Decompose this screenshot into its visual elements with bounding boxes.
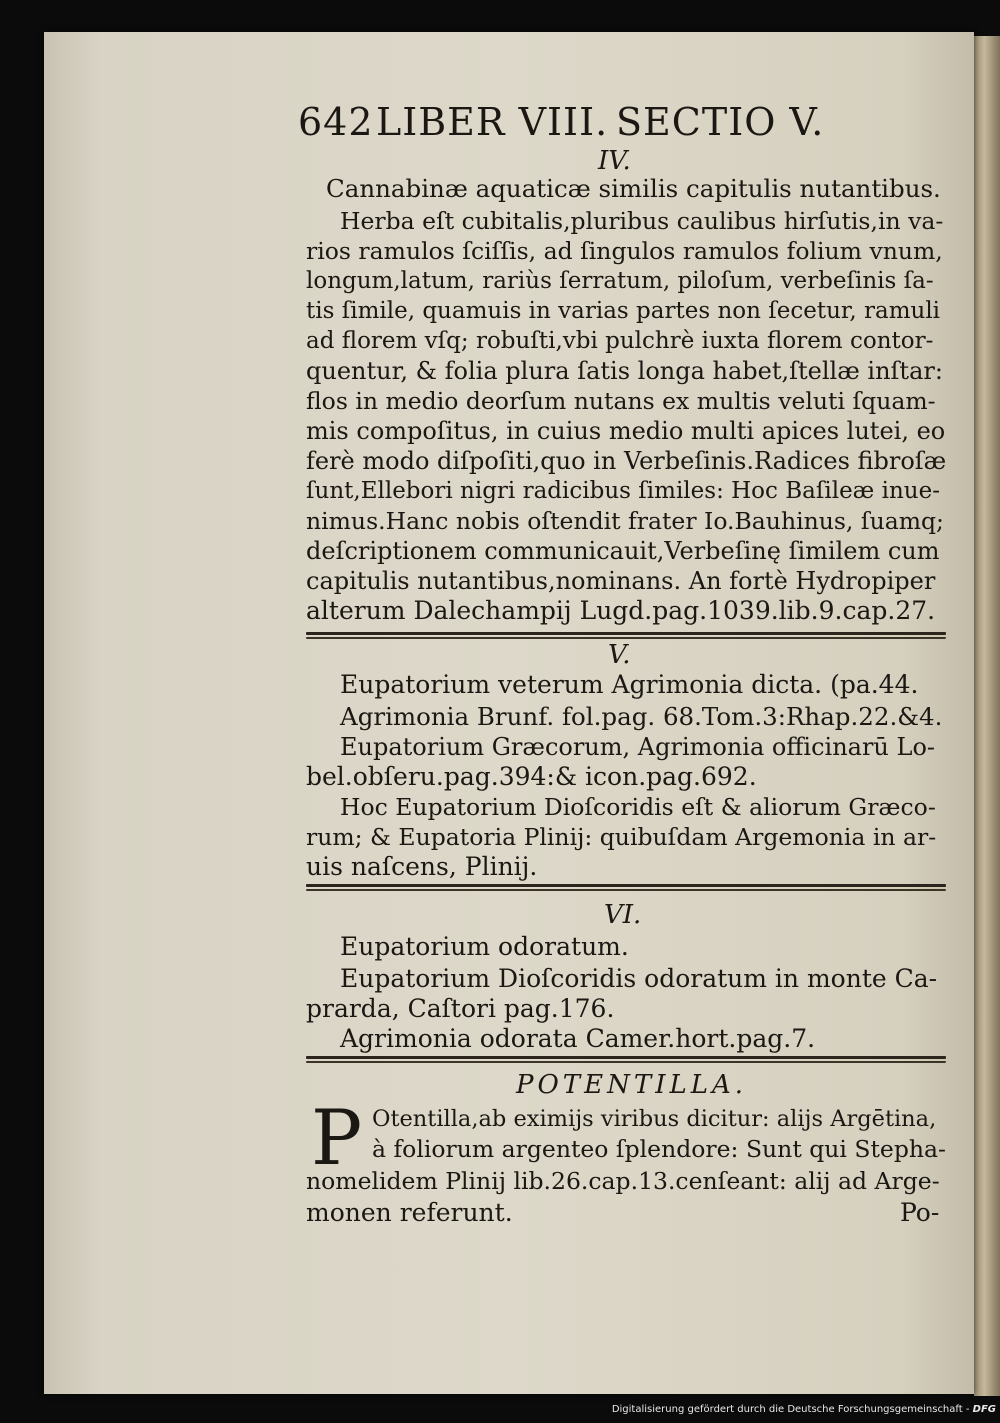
dfg-logo: DFG <box>972 1404 996 1415</box>
catchword: Po- <box>900 1198 940 1227</box>
section-vi-title: Eupatorium odoratum. <box>340 932 629 961</box>
synonym-line: Eupatorium Græcorum, Agrimonia officinarū Lo- <box>340 733 936 761</box>
section-v-title: Eupatorium veterum Agrimonia dicta. (pa.44. <box>340 670 919 699</box>
text-line: longum,latum, rariùs ſerratum, piloſum, verbeſinis ſa- <box>306 268 934 294</box>
text-line: nomelidem Plinij lib.26.cap.13.cenſeant: alij ad Arge- <box>306 1167 940 1195</box>
section-iv-title: Cannabinæ aquaticæ similis capitulis nutantibus. <box>326 174 941 203</box>
text-line: Hoc Eupatorium Dioſcoridis eſt & aliorum Græco- <box>340 793 936 821</box>
potentilla-heading: POTENTILLA. <box>516 1070 748 1100</box>
text-line: mis compoſitus, in cuius medio multi apices lutei, eo <box>306 417 946 445</box>
sectio-title: SECTIO V. <box>616 100 825 144</box>
text-line: alterum Dalechampij Lugd.pag.1039.lib.9.cap.27. <box>306 596 936 625</box>
text-line: deſcriptionem communicauit,Verbeſinę ſimilem cum <box>306 537 940 565</box>
section-numeral-v: V. <box>608 640 631 670</box>
text-line: uis naſcens, Plinij. <box>306 852 538 881</box>
section-divider <box>306 637 946 639</box>
text-line: à foliorum argenteo ſplendore: Sunt qui Stepha- <box>372 1135 946 1163</box>
text-line: ſunt,Ellebori nigri radicibus ſimiles: Hoc Baſileæ inue- <box>306 478 940 504</box>
section-divider <box>306 884 946 887</box>
text-line: ad florem vſq; robuſti,vbi pulchrè iuxta florem contor- <box>306 328 934 354</box>
section-numeral-vi: VI. <box>604 900 642 930</box>
text-line: rios ramulos ſciſſis, ad ſingulos ramulos folium vnum, <box>306 237 943 265</box>
page-edge <box>974 36 1000 1396</box>
footer-text: Digitalisierung gefördert durch die Deutsche Forschungsgemeinschaft - <box>611 1404 970 1415</box>
page-number: 642 <box>298 100 374 144</box>
text-line: quentur, & folia plura ſatis longa habet,ſtellæ inſtar: <box>306 357 943 385</box>
footer-credit <box>600 1404 996 1420</box>
text-line: flos in medio deorſum nutans ex multis veluti ſquam- <box>306 387 936 415</box>
section-divider <box>306 1056 946 1059</box>
synonym-line: Agrimonia odorata Camer.hort.pag.7. <box>340 1024 816 1053</box>
section-numeral-iv: IV. <box>598 146 631 176</box>
text-line: capitulis nutantibus,nominans. An fortè Hydropiper <box>306 567 936 595</box>
text-line: Herba eſt cubitalis,pluribus caulibus hirſutis,in va- <box>340 207 944 235</box>
text-line: nimus.Hanc nobis oſtendit frater Io.Bauhinus, ſuamq; <box>306 507 944 535</box>
synonym-line: Agrimonia Brunf. fol.pag. 68.Tom.3:Rhap.22.&4. <box>340 702 943 731</box>
text-line: rum; & Eupatoria Plinij: quibuſdam Argemonia in ar- <box>306 823 937 851</box>
drop-cap: P <box>311 1093 363 1182</box>
text-line: ferè modo diſpoſiti,quo in Verbeſinis.Radices fibroſæ <box>306 447 947 475</box>
synonym-line: bel.obſeru.pag.394:& icon.pag.692. <box>306 762 757 791</box>
synonym-line: Eupatorium Dioſcoridis odoratum in monte Ca- <box>340 964 938 993</box>
liber-title: LIBER VIII. <box>376 100 609 144</box>
synonym-line: prarda, Caſtori pag.176. <box>306 994 615 1023</box>
text-line: Otentilla,ab eximijs viribus dicitur: alijs Argētina, <box>372 1106 937 1132</box>
text-line: monen referunt. <box>306 1198 513 1227</box>
text-line: tis ſimile, quamuis in varias partes non ſecetur, ramuli <box>306 298 941 324</box>
section-divider <box>306 1061 946 1063</box>
section-divider <box>306 632 946 635</box>
running-head <box>298 100 898 150</box>
section-divider <box>306 889 946 891</box>
